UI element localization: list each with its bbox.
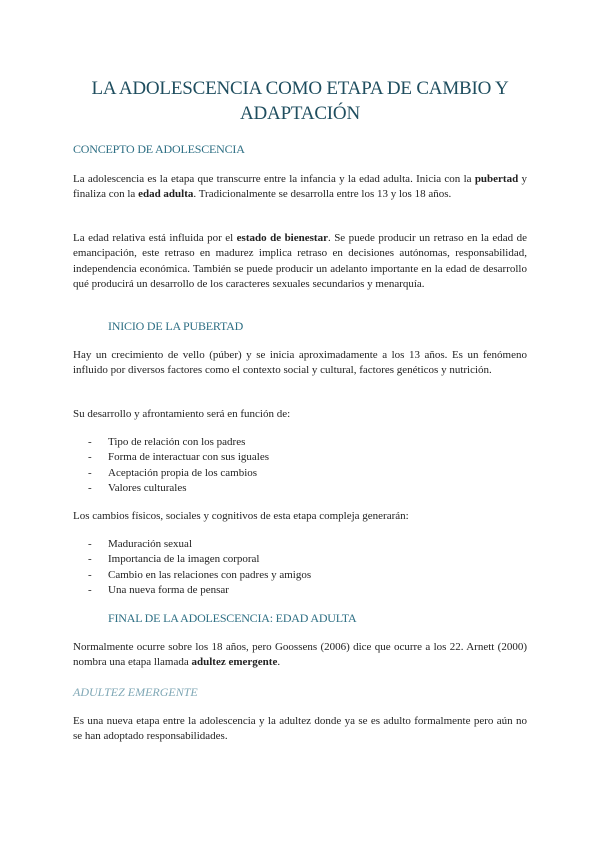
list-item: - Importancia de la imagen corporal <box>88 553 260 566</box>
list-item: - Maduración sexual <box>88 538 192 550</box>
paragraph-pubertad-1: Hay un crecimiento de vello (púber) y se inicia aproximadamente a los 13 años. Es un fenómeno influido por diversos factores como el contexto social y cultural, factores genéticos y nutrición. <box>73 349 527 377</box>
paragraph-pubertad-2: Su desarrollo y afrontamiento será en función de: <box>73 408 291 420</box>
list-item: - Valores culturales <box>88 482 187 495</box>
paragraph-adultez-emergente: Es una nueva etapa entre la adolescencia y la adultez donde ya se es adulto formalmente pero aún no se han adoptado responsabilidades. <box>73 715 527 743</box>
list-item: - Aceptación propia de los cambios <box>88 466 258 479</box>
paragraph-concepto-1: La adolescencia es la etapa que transcurre entre la infancia y la edad adulta. Inicia con la pubertad y finaliza con la edad adulta. Tradicionalmente se desarrolla entre los 13 y los 18 años. <box>73 173 528 201</box>
heading-final-adolescencia: FINAL DE LA ADOLESCENCIA: EDAD ADULTA <box>108 611 357 625</box>
paragraph-final-adolescencia: Normalmente ocurre sobre los 18 años, pero Goossens (2006) dice que ocurre a los 22. Arnett (2000) nombra una etapa llamada adultez emergente. <box>73 641 527 669</box>
list-factores <box>88 435 269 497</box>
list-item: - Tipo de relación con los padres <box>88 436 246 448</box>
heading-adultez-emergente: ADULTEZ EMERGENTE <box>73 685 198 699</box>
list-item: - Una nueva forma de pensar <box>88 584 229 597</box>
document-title: LA ADOLESCENCIA COMO ETAPA DE CAMBIO Y ADAPTACIÓN <box>91 78 509 124</box>
paragraph-concepto-2: La edad relativa está influida por el estado de bienestar. Se puede producir un retraso en la edad de emancipación, este retraso en madurez implica retraso en decisiones autónomas, responsabilidad, independencia económica. También se puede producir un adelanto importante en la edad de desarrollo qué producirá un desarrollo de los caracteres sexuales secundarios y menarquía. <box>73 232 527 291</box>
heading-inicio-pubertad: INICIO DE LA PUBERTAD <box>108 319 244 333</box>
list-item: - Cambio en las relaciones con padres y amigos <box>88 568 312 581</box>
heading-concepto: CONCEPTO DE ADOLESCENCIA <box>73 142 245 156</box>
paragraph-pubertad-3: Los cambios físicos, sociales y cognitivos de esta etapa compleja generarán: <box>73 510 409 522</box>
list-item: - Forma de interactuar con sus iguales <box>88 451 269 464</box>
list-cambios <box>88 537 311 599</box>
